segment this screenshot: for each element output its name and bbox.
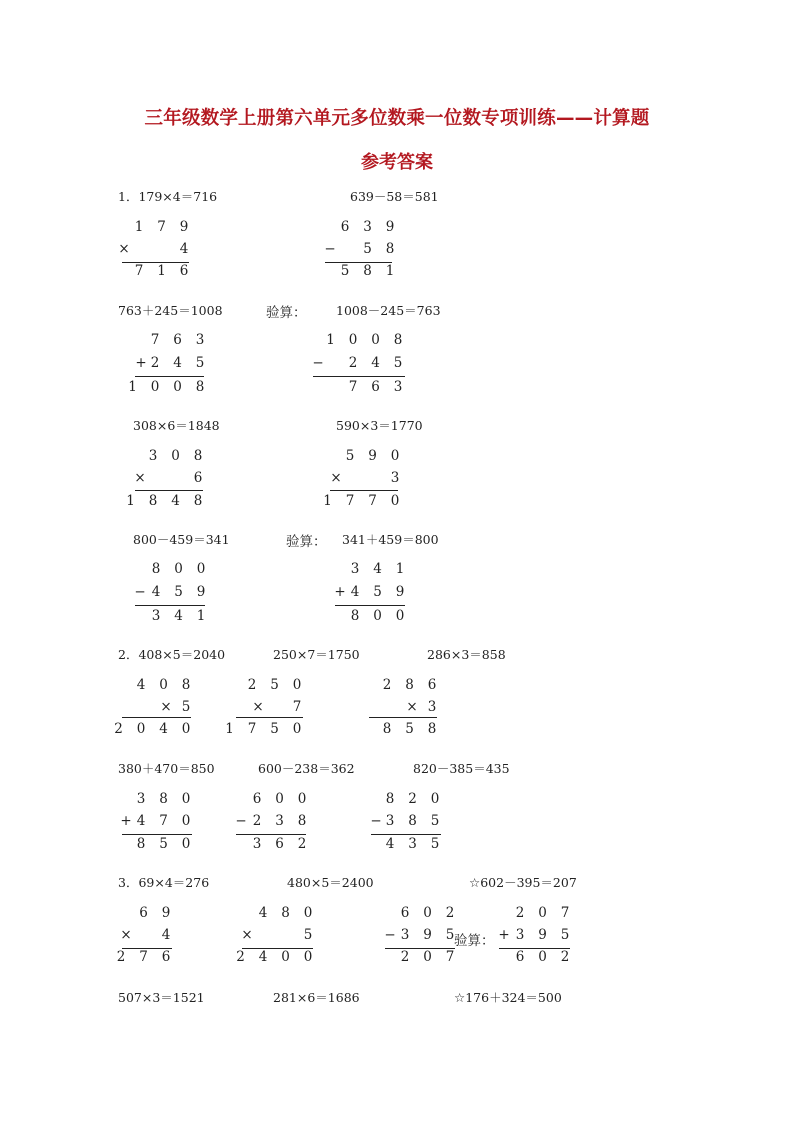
vertical-result-digit: 8 bbox=[350, 608, 360, 624]
vertical-bottom-digit: 6 bbox=[193, 470, 203, 486]
vertical-result-digit: 5 bbox=[405, 721, 414, 737]
vertical-bottom-digit: 2 bbox=[150, 355, 160, 371]
vertical-top-digit: 8 bbox=[281, 905, 290, 921]
vertical-top-digit: 2 bbox=[445, 905, 455, 921]
vertical-result-digit: 1 bbox=[385, 263, 395, 279]
vertical-result-digit: 4 bbox=[171, 493, 180, 509]
vertical-result-digit: 2 bbox=[560, 949, 570, 965]
result-line bbox=[330, 490, 398, 491]
vertical-bottom-digit: 4 bbox=[371, 355, 380, 371]
vertical-bottom-digit: 3 bbox=[400, 927, 410, 943]
vertical-top-digit: 3 bbox=[350, 561, 360, 577]
operator-sign: × bbox=[252, 699, 264, 715]
vertical-result-digit: 3 bbox=[393, 379, 403, 395]
vertical-result-digit: 2 bbox=[236, 949, 245, 965]
vertical-bottom-digit: 4 bbox=[173, 355, 182, 371]
equation: 380＋470＝850 bbox=[118, 761, 215, 776]
vertical-top-digit: 6 bbox=[139, 905, 148, 921]
operator-sign: + bbox=[135, 355, 147, 371]
vertical-top-digit: 2 bbox=[247, 677, 257, 693]
vertical-top-digit: 6 bbox=[252, 791, 262, 807]
vertical-result-digit: 2 bbox=[114, 721, 123, 737]
vertical-top-digit: 0 bbox=[348, 332, 358, 348]
vertical-bottom-digit: 5 bbox=[430, 813, 440, 829]
vertical-top-digit: 8 bbox=[159, 791, 168, 807]
vertical-result-digit: 2 bbox=[400, 949, 410, 965]
vertical-top-digit: 6 bbox=[340, 219, 350, 235]
equation: 820－385＝435 bbox=[413, 761, 510, 776]
vertical-top-digit: 0 bbox=[371, 332, 380, 348]
vertical-bottom-digit: 5 bbox=[303, 927, 313, 943]
vertical-top-digit: 8 bbox=[393, 332, 403, 348]
vertical-bottom-digit: 4 bbox=[161, 927, 171, 943]
equation: ☆602－395＝207 bbox=[469, 875, 577, 890]
page-title: 三年级数学上册第六单元多位数乘一位数专项训练——计算题 bbox=[144, 108, 650, 129]
vertical-result-digit: 6 bbox=[161, 949, 171, 965]
vertical-top-digit: 9 bbox=[368, 448, 377, 464]
operator-sign: − bbox=[324, 241, 336, 257]
vertical-result-digit: 5 bbox=[430, 836, 440, 852]
result-line bbox=[499, 948, 570, 949]
vertical-top-digit: 0 bbox=[303, 905, 313, 921]
vertical-top-digit: 3 bbox=[363, 219, 372, 235]
vertical-result-digit: 0 bbox=[281, 949, 290, 965]
vertical-result-digit: 0 bbox=[150, 379, 160, 395]
vertical-result-digit: 3 bbox=[252, 836, 262, 852]
result-line bbox=[122, 834, 192, 835]
vertical-top-digit: 0 bbox=[174, 561, 183, 577]
vertical-top-digit: 2 bbox=[382, 677, 392, 693]
result-line bbox=[335, 605, 405, 606]
equation: 800－459＝341 bbox=[133, 532, 230, 547]
vertical-top-digit: 5 bbox=[345, 448, 355, 464]
equation: 763＋245＝1008 bbox=[118, 303, 223, 318]
vertical-result-digit: 0 bbox=[423, 949, 432, 965]
vertical-result-digit: 8 bbox=[195, 379, 205, 395]
vertical-bottom-digit: 5 bbox=[560, 927, 570, 943]
vertical-bottom-digit: 5 bbox=[174, 584, 183, 600]
vertical-top-digit: 4 bbox=[373, 561, 382, 577]
operator-sign: − bbox=[235, 813, 247, 829]
vertical-bottom-digit: 8 bbox=[297, 813, 307, 829]
vertical-top-digit: 0 bbox=[181, 791, 191, 807]
result-line bbox=[122, 717, 191, 718]
result-line bbox=[236, 834, 306, 835]
equation: 281×6＝1686 bbox=[273, 990, 360, 1005]
vertical-result-digit: 3 bbox=[408, 836, 417, 852]
equation: 286×3＝858 bbox=[427, 647, 506, 662]
vertical-bottom-digit: 3 bbox=[275, 813, 284, 829]
result-line bbox=[135, 490, 203, 491]
vertical-result-digit: 0 bbox=[373, 608, 382, 624]
vertical-top-digit: 4 bbox=[258, 905, 268, 921]
vertical-bottom-digit: 5 bbox=[195, 355, 205, 371]
vertical-result-digit: 5 bbox=[159, 836, 168, 852]
vertical-top-digit: 7 bbox=[157, 219, 166, 235]
operator-sign: × bbox=[241, 927, 253, 943]
vertical-result-digit: 8 bbox=[427, 721, 437, 737]
equation: 341＋459＝800 bbox=[342, 532, 439, 547]
operator-sign: × bbox=[160, 699, 172, 715]
page-subtitle: 参考答案 bbox=[361, 152, 433, 173]
vertical-result-digit: 8 bbox=[193, 493, 203, 509]
operator-sign: × bbox=[118, 241, 130, 257]
vertical-top-digit: 8 bbox=[151, 561, 161, 577]
operator-sign: × bbox=[134, 470, 146, 486]
equation: 480×5＝2400 bbox=[287, 875, 374, 890]
vertical-bottom-digit: 4 bbox=[350, 584, 360, 600]
vertical-top-digit: 4 bbox=[136, 677, 146, 693]
vertical-result-digit: 0 bbox=[181, 721, 191, 737]
verify-label: 验算： bbox=[266, 305, 307, 321]
vertical-result-digit: 8 bbox=[136, 836, 146, 852]
vertical-result-digit: 0 bbox=[173, 379, 182, 395]
vertical-result-digit: 6 bbox=[515, 949, 525, 965]
vertical-top-digit: 0 bbox=[292, 677, 302, 693]
result-line bbox=[242, 948, 313, 949]
vertical-top-digit: 0 bbox=[159, 677, 168, 693]
vertical-top-digit: 8 bbox=[405, 677, 414, 693]
vertical-top-digit: 2 bbox=[408, 791, 417, 807]
vertical-result-digit: 5 bbox=[270, 721, 279, 737]
vertical-bottom-digit: 3 bbox=[390, 470, 400, 486]
vertical-top-digit: 3 bbox=[195, 332, 205, 348]
vertical-bottom-digit: 7 bbox=[292, 699, 302, 715]
vertical-bottom-digit: 9 bbox=[395, 584, 405, 600]
vertical-bottom-digit: 4 bbox=[136, 813, 146, 829]
vertical-top-digit: 0 bbox=[390, 448, 400, 464]
vertical-top-digit: 6 bbox=[173, 332, 182, 348]
operator-sign: − bbox=[370, 813, 382, 829]
vertical-result-digit: 8 bbox=[382, 721, 392, 737]
equation: 2．408×5＝2040 bbox=[118, 647, 226, 662]
vertical-result-digit: 4 bbox=[159, 721, 168, 737]
equation: 507×3＝1521 bbox=[118, 990, 205, 1005]
vertical-top-digit: 9 bbox=[385, 219, 395, 235]
vertical-top-digit: 9 bbox=[161, 905, 171, 921]
equation: 1008－245＝763 bbox=[336, 303, 441, 318]
verify-label: 验算： bbox=[454, 933, 495, 949]
equation: 600－238＝362 bbox=[258, 761, 355, 776]
vertical-result-digit: 6 bbox=[179, 263, 189, 279]
operator-sign: × bbox=[330, 470, 342, 486]
vertical-bottom-digit: 9 bbox=[423, 927, 432, 943]
vertical-bottom-digit: 8 bbox=[385, 241, 395, 257]
operator-sign: + bbox=[334, 584, 346, 600]
vertical-top-digit: 8 bbox=[385, 791, 395, 807]
equation: 1．179×4＝716 bbox=[118, 189, 218, 204]
vertical-bottom-digit: 5 bbox=[181, 699, 191, 715]
result-line bbox=[135, 376, 204, 377]
result-line bbox=[313, 376, 405, 377]
vertical-bottom-digit: 2 bbox=[348, 355, 358, 371]
equation: ☆176＋324＝500 bbox=[454, 990, 562, 1005]
equation: 590×3＝1770 bbox=[336, 418, 423, 433]
vertical-result-digit: 0 bbox=[136, 721, 146, 737]
equation: 639－58＝581 bbox=[350, 189, 439, 204]
vertical-bottom-digit: 0 bbox=[181, 813, 191, 829]
vertical-result-digit: 7 bbox=[445, 949, 455, 965]
vertical-top-digit: 0 bbox=[297, 791, 307, 807]
vertical-result-digit: 0 bbox=[395, 608, 405, 624]
vertical-result-digit: 0 bbox=[538, 949, 547, 965]
vertical-result-digit: 6 bbox=[275, 836, 284, 852]
vertical-result-digit: 0 bbox=[181, 836, 191, 852]
vertical-result-digit: 0 bbox=[303, 949, 313, 965]
result-line bbox=[385, 948, 455, 949]
vertical-result-digit: 1 bbox=[196, 608, 206, 624]
operator-sign: × bbox=[406, 699, 418, 715]
vertical-result-digit: 0 bbox=[390, 493, 400, 509]
vertical-top-digit: 5 bbox=[270, 677, 279, 693]
vertical-top-digit: 1 bbox=[134, 219, 144, 235]
vertical-result-digit: 0 bbox=[292, 721, 302, 737]
vertical-bottom-digit: 4 bbox=[179, 241, 189, 257]
vertical-top-digit: 2 bbox=[515, 905, 525, 921]
vertical-result-digit: 1 bbox=[157, 263, 166, 279]
vertical-top-digit: 0 bbox=[171, 448, 180, 464]
equation: 308×6＝1848 bbox=[133, 418, 220, 433]
vertical-bottom-digit: 9 bbox=[196, 584, 206, 600]
vertical-top-digit: 3 bbox=[148, 448, 158, 464]
verify-label: 验算： bbox=[286, 534, 327, 550]
vertical-result-digit: 7 bbox=[345, 493, 355, 509]
vertical-bottom-digit: 5 bbox=[363, 241, 372, 257]
result-line bbox=[371, 834, 441, 835]
vertical-bottom-digit: 3 bbox=[427, 699, 437, 715]
vertical-result-digit: 3 bbox=[151, 608, 161, 624]
vertical-result-digit: 8 bbox=[148, 493, 158, 509]
equation: 250×7＝1750 bbox=[273, 647, 360, 662]
vertical-result-digit: 2 bbox=[297, 836, 307, 852]
vertical-bottom-digit: 3 bbox=[515, 927, 525, 943]
vertical-bottom-digit: 7 bbox=[159, 813, 168, 829]
vertical-bottom-digit: 2 bbox=[252, 813, 262, 829]
vertical-result-digit: 4 bbox=[258, 949, 268, 965]
vertical-result-digit: 1 bbox=[126, 493, 135, 509]
equation: 3．69×4＝276 bbox=[118, 875, 210, 890]
vertical-bottom-digit: 5 bbox=[373, 584, 382, 600]
vertical-result-digit: 6 bbox=[371, 379, 380, 395]
result-line bbox=[369, 717, 437, 718]
vertical-top-digit: 0 bbox=[430, 791, 440, 807]
vertical-bottom-digit: 9 bbox=[538, 927, 547, 943]
vertical-bottom-digit: 8 bbox=[408, 813, 417, 829]
vertical-top-digit: 0 bbox=[423, 905, 432, 921]
vertical-result-digit: 5 bbox=[340, 263, 350, 279]
vertical-result-digit: 7 bbox=[247, 721, 257, 737]
result-line bbox=[135, 605, 205, 606]
vertical-result-digit: 7 bbox=[134, 263, 144, 279]
vertical-result-digit: 2 bbox=[116, 949, 126, 965]
operator-sign: − bbox=[134, 584, 146, 600]
vertical-top-digit: 7 bbox=[560, 905, 570, 921]
vertical-top-digit: 8 bbox=[181, 677, 191, 693]
vertical-bottom-digit: 5 bbox=[393, 355, 403, 371]
vertical-top-digit: 9 bbox=[179, 219, 189, 235]
operator-sign: × bbox=[120, 927, 132, 943]
result-line bbox=[236, 717, 303, 718]
vertical-top-digit: 6 bbox=[427, 677, 437, 693]
vertical-top-digit: 8 bbox=[193, 448, 203, 464]
vertical-result-digit: 1 bbox=[225, 721, 234, 737]
vertical-result-digit: 4 bbox=[174, 608, 183, 624]
result-line bbox=[325, 262, 392, 263]
vertical-result-digit: 1 bbox=[128, 379, 137, 395]
vertical-result-digit: 1 bbox=[323, 493, 332, 509]
operator-sign: + bbox=[498, 927, 510, 943]
operator-sign: − bbox=[384, 927, 396, 943]
vertical-bottom-digit: 3 bbox=[385, 813, 395, 829]
vertical-top-digit: 3 bbox=[136, 791, 146, 807]
operator-sign: + bbox=[120, 813, 132, 829]
vertical-top-digit: 6 bbox=[400, 905, 410, 921]
vertical-top-digit: 1 bbox=[395, 561, 405, 577]
vertical-top-digit: 0 bbox=[275, 791, 284, 807]
vertical-result-digit: 8 bbox=[363, 263, 372, 279]
operator-sign: − bbox=[312, 355, 324, 371]
vertical-top-digit: 1 bbox=[326, 332, 335, 348]
vertical-result-digit: 4 bbox=[385, 836, 395, 852]
vertical-top-digit: 0 bbox=[538, 905, 547, 921]
vertical-top-digit: 0 bbox=[196, 561, 206, 577]
vertical-bottom-digit: 4 bbox=[151, 584, 161, 600]
result-line bbox=[122, 262, 189, 263]
vertical-result-digit: 7 bbox=[348, 379, 358, 395]
vertical-top-digit: 7 bbox=[150, 332, 160, 348]
vertical-result-digit: 7 bbox=[139, 949, 148, 965]
vertical-bottom-digit: 5 bbox=[445, 927, 455, 943]
vertical-result-digit: 7 bbox=[368, 493, 377, 509]
